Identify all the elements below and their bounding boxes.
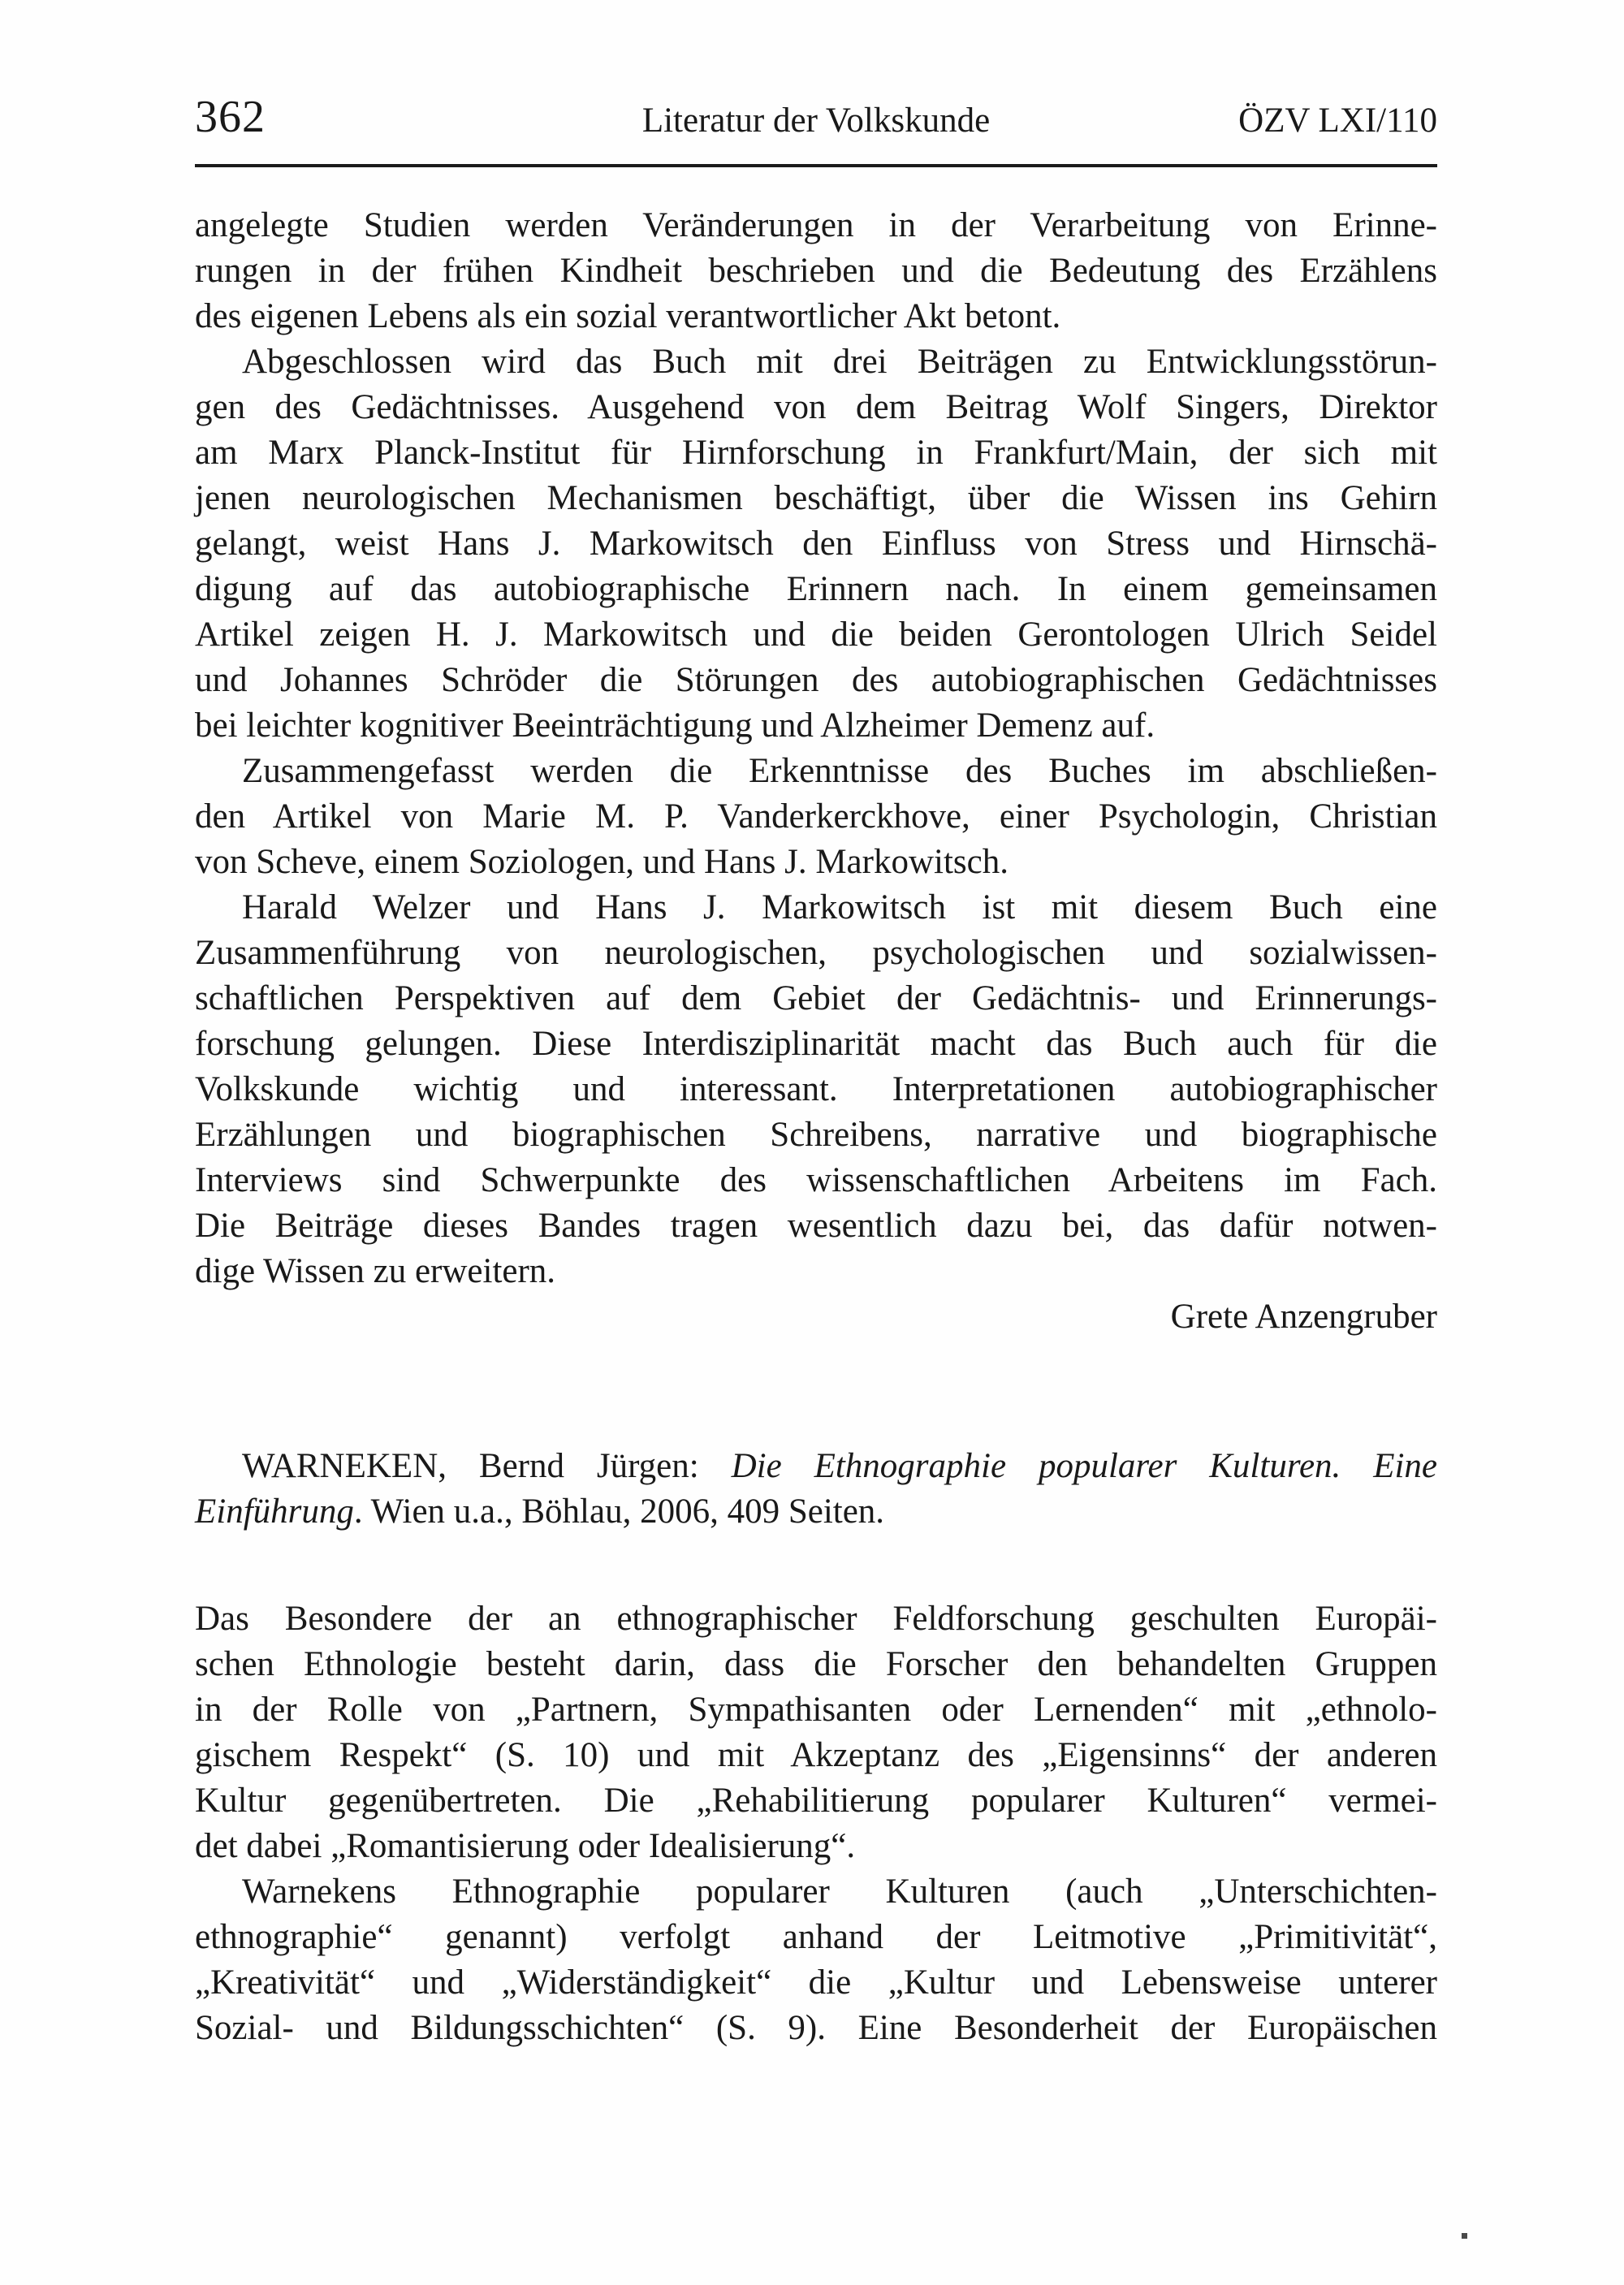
text-line: det dabei „Romantisierung oder Idealisierung“. xyxy=(195,1827,856,1865)
header-rule xyxy=(195,164,1437,167)
text-line: in der Rolle von „Partnern, Sympathisanten oder Lernenden“ mit „ethnolo- xyxy=(195,1691,1437,1729)
text-line: gelangt, weist Hans J. Markowitsch den Einfluss von Stress und Hirnschä- xyxy=(195,525,1437,563)
text-line: den Artikel von Marie M. P. Vanderkerckhove, einer Psychologin, Christian xyxy=(195,797,1437,836)
text-line: Harald Welzer und Hans J. Markowitsch ist mit diesem Buch eine xyxy=(242,888,1437,927)
text-line: „Kreativität“ und „Widerständigkeit“ die „Kultur und Lebensweise unterer xyxy=(195,1963,1437,2002)
reviewer-signature: Grete Anzengruber xyxy=(1170,1298,1437,1336)
text-line: ethnographie“ genannt) verfolgt anhand der Leitmotive „Primitivität“, xyxy=(195,1918,1437,1956)
reference-title-part-2: Einführung xyxy=(195,1492,354,1531)
text-line: Abgeschlossen wird das Buch mit drei Beiträgen zu Entwicklungsstörun- xyxy=(242,343,1437,381)
text-line: rungen in der frühen Kindheit beschrieben und die Bedeutung des Erzählens xyxy=(195,252,1437,290)
text-line: dige Wissen zu erweitern. xyxy=(195,1252,556,1290)
running-title: Literatur der Volkskunde xyxy=(641,102,991,140)
text-line: forschung gelungen. Diese Interdisziplinarität macht das Buch auch für die xyxy=(195,1025,1437,1063)
text-line: Warnekens Ethnographie popularer Kulturen (auch „Unterschichten- xyxy=(242,1872,1437,1911)
text-block xyxy=(195,0,1437,2051)
text-line: Volkskunde wichtig und interessant. Interpretationen autobiographischer xyxy=(195,1070,1437,1108)
reference-author: WARNEKEN, Bernd Jürgen: xyxy=(242,1447,732,1485)
reference-line-2 xyxy=(195,1489,1437,1535)
text-line: Artikel zeigen H. J. Markowitsch und die beiden Gerontologen Ulrich Seidel xyxy=(195,616,1437,654)
text-line: von Scheve, einem Soziologen, und Hans J. Markowitsch. xyxy=(195,843,1009,881)
text-line: Sozial- und Bildungsschichten“ (S. 9). Eine Besonderheit der Europäischen xyxy=(195,2009,1437,2047)
text-line: Zusammenführung von neurologischen, psychologischen und sozialwissen- xyxy=(195,934,1437,972)
text-line: des eigenen Lebens als ein sozial verantwortlicher Akt betont. xyxy=(195,297,1061,335)
text-line: und Johannes Schröder die Störungen des autobiographischen Gedächtnisses xyxy=(195,661,1437,699)
text-line: gen des Gedächtnisses. Ausgehend von dem Beitrag Wolf Singers, Direktor xyxy=(195,388,1437,426)
review-body xyxy=(195,203,1437,2051)
text-line: bei leichter kognitiver Beeinträchtigung und Alzheimer Demenz auf. xyxy=(195,706,1155,745)
text-line: am Marx Planck-Institut für Hirnforschung in Frankfurt/Main, der sich mit xyxy=(195,434,1437,472)
text-line: angelegte Studien werden Veränderungen in der Verarbeitung von Erinne- xyxy=(195,206,1437,244)
reference-line-1 xyxy=(195,1444,1437,1489)
text-line: jenen neurologischen Mechanismen beschäftigt, über die Wissen ins Gehirn xyxy=(195,479,1437,517)
text-line: Die Beiträge dieses Bandes tragen wesentlich dazu bei, das dafür notwen- xyxy=(195,1207,1437,1245)
review-1-paragraphs xyxy=(195,203,1437,1294)
book-reference xyxy=(195,1444,1437,1535)
text-line: Erzählungen und biographischen Schreibens, narrative und biographische xyxy=(195,1116,1437,1154)
text-line: Kultur gegenübertreten. Die „Rehabilitierung popularer Kulturen“ vermei- xyxy=(195,1782,1437,1820)
review-2-paragraphs xyxy=(195,1596,1437,2051)
text-line: Zusammengefasst werden die Erkenntnisse des Buches im abschließen- xyxy=(242,752,1437,790)
volume-label: ÖZV LXI/110 xyxy=(1238,102,1437,140)
text-line: Interviews sind Schwerpunkte des wissenschaftlichen Arbeitens im Fach. xyxy=(195,1161,1437,1199)
text-line: gischem Respekt“ (S. 10) und mit Akzeptanz des „Eigensinns“ der anderen xyxy=(195,1736,1437,1774)
reference-publication-info: . Wien u.a., Böhlau, 2006, 409 Seiten. xyxy=(353,1492,885,1531)
reference-title-part-1: Die Ethnographie popularer Kulturen. Eine xyxy=(731,1447,1437,1485)
page-header xyxy=(195,94,1437,140)
text-line: schen Ethnologie besteht darin, dass die Forscher den behandelten Gruppen xyxy=(195,1645,1437,1683)
text-line: schaftlichen Perspektiven auf dem Gebiet der Gedächtnis- und Erinnerungs- xyxy=(195,979,1437,1017)
page-number: 362 xyxy=(195,92,266,142)
text-line: digung auf das autobiographische Erinnern nach. In einem gemeinsamen xyxy=(195,570,1437,608)
text-line: Das Besondere der an ethnographischer Feldforschung geschulten Europäi- xyxy=(195,1600,1437,1638)
scan-artifact-dot xyxy=(1462,2233,1467,2239)
